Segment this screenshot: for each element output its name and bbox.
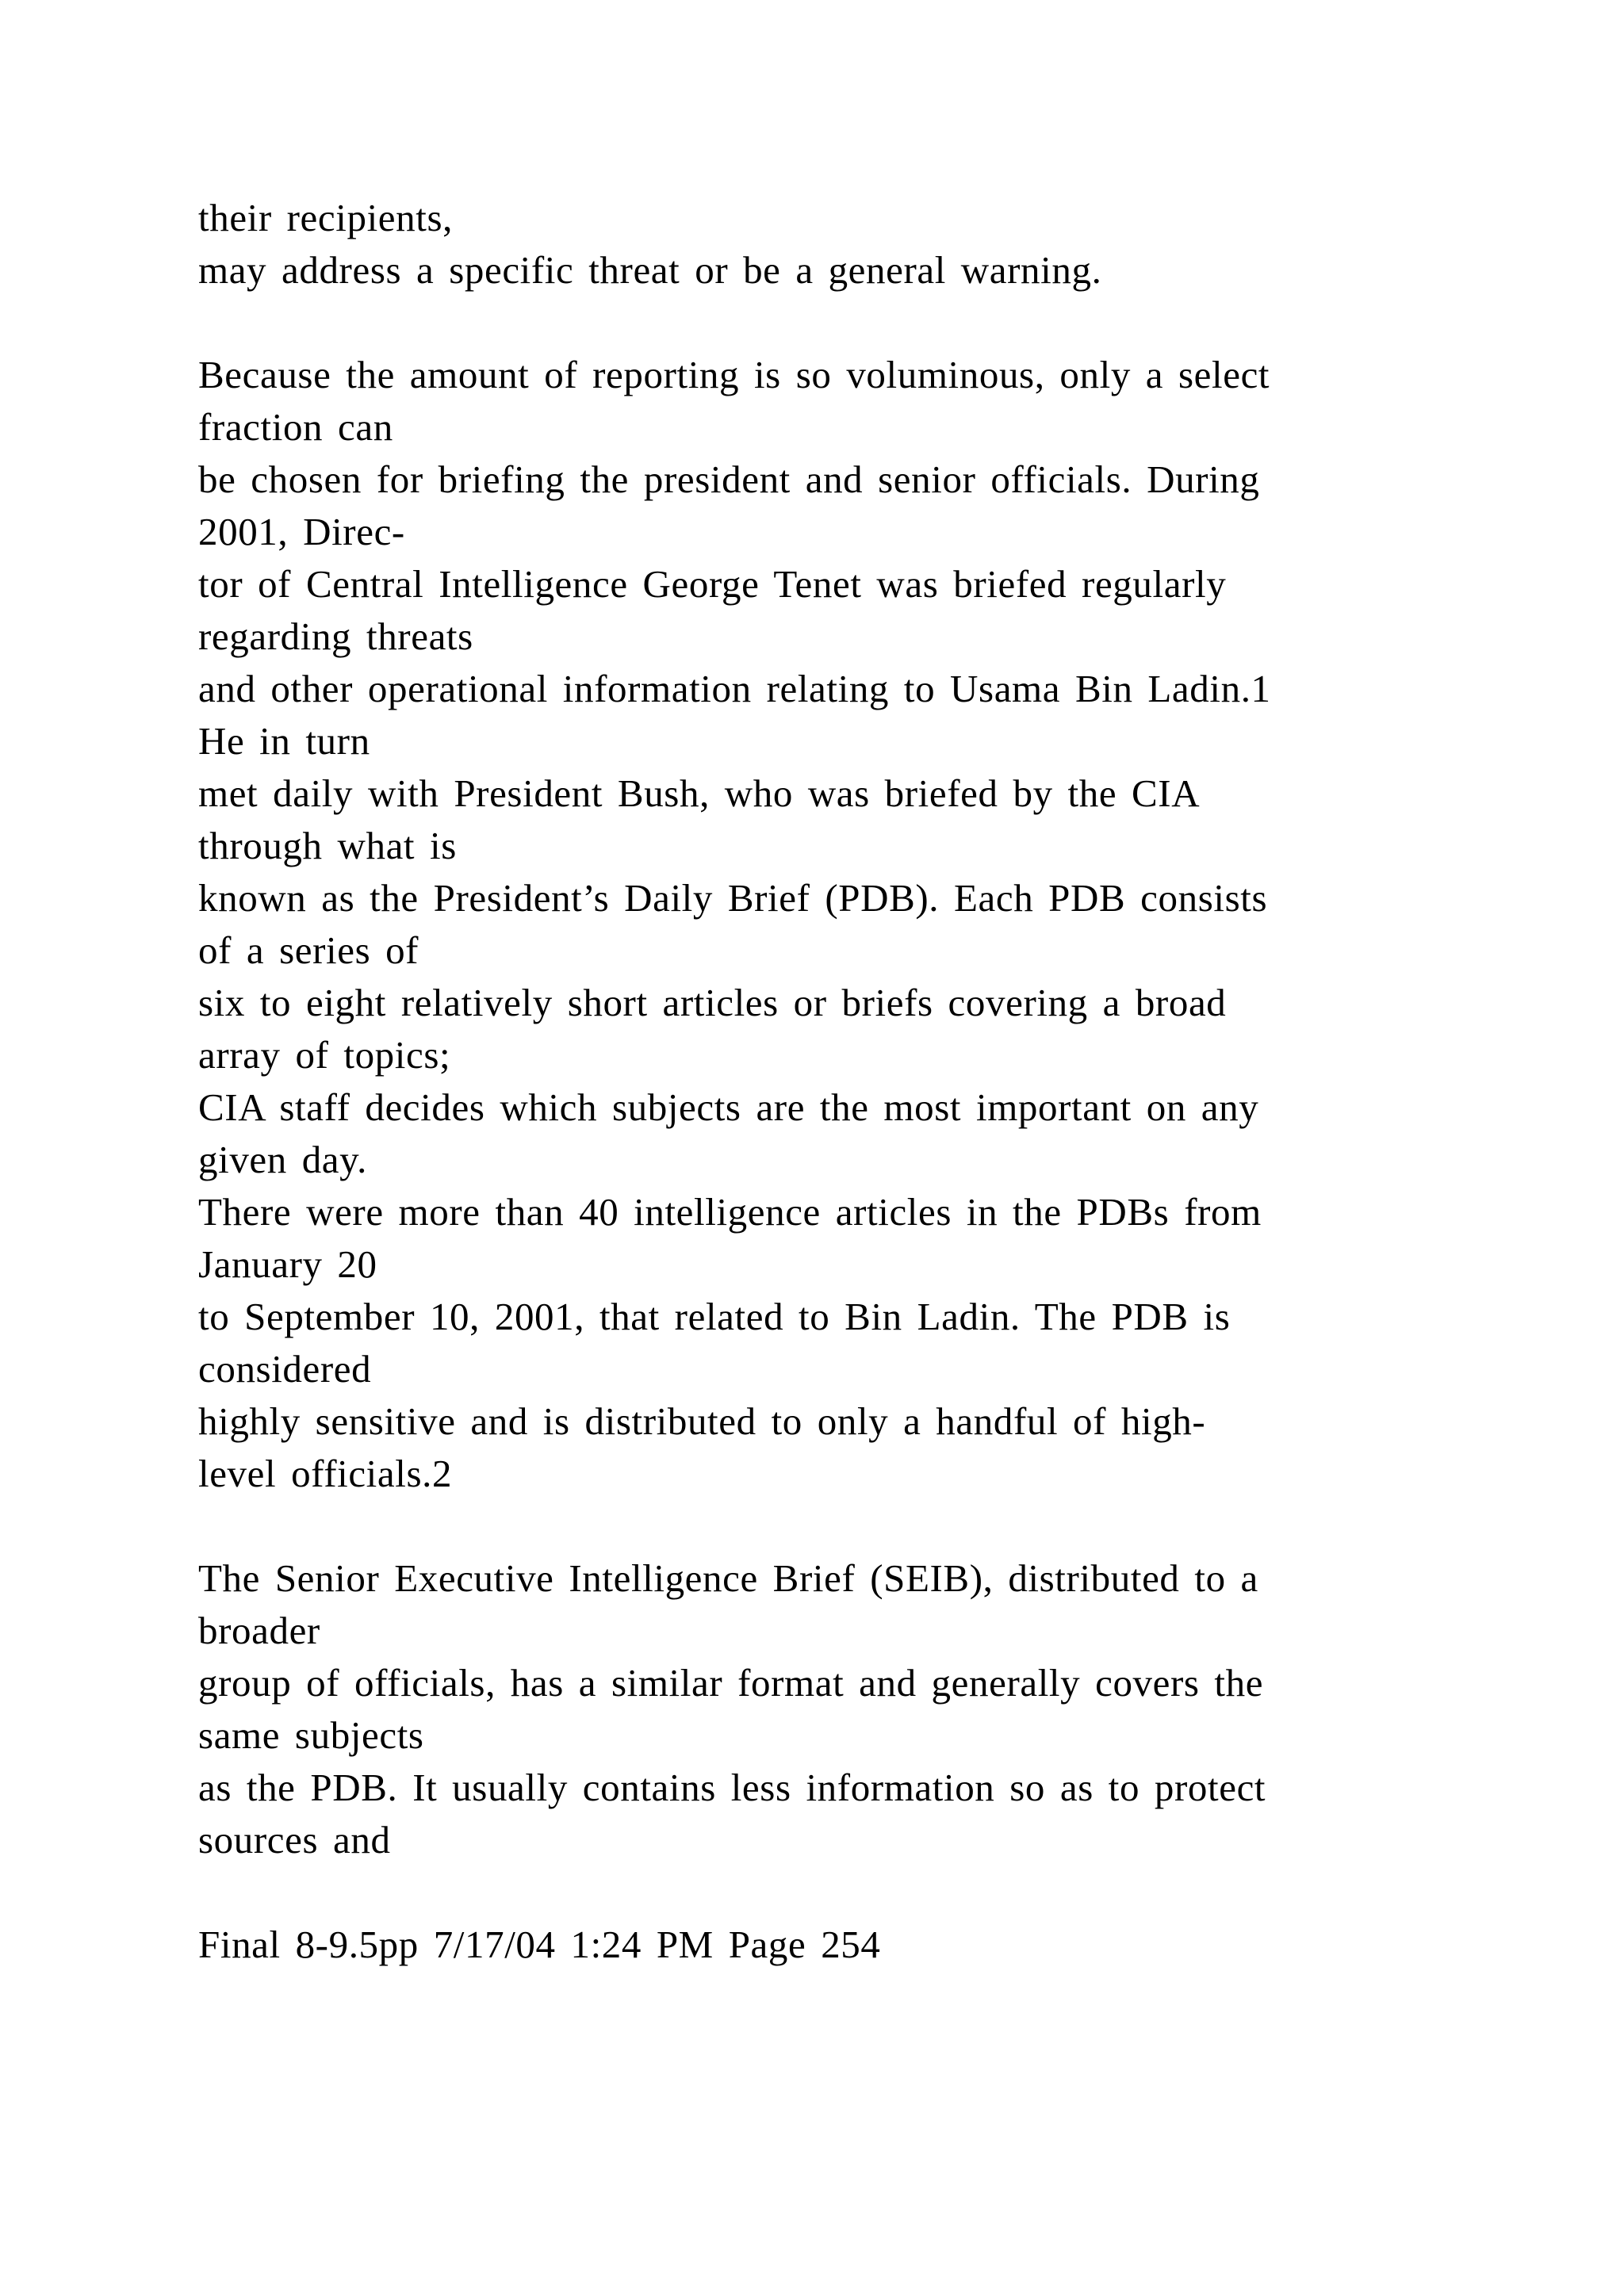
text-line: The Senior Executive Intelligence Brief (SEIB), distributed to a (198, 1556, 1258, 1600)
text-line: six to eight relatively short articles or briefs covering a broad (198, 981, 1227, 1024)
text-line: to September 10, 2001, that related to Bin Ladin. The PDB is (198, 1295, 1231, 1338)
text-line: 2001, Direc- (198, 510, 405, 553)
text-line: highly sensitive and is distributed to only a handful of high- (198, 1399, 1206, 1443)
text-line: known as the President’s Daily Brief (PDB). Each PDB consists (198, 876, 1268, 920)
text-line: regarding threats (198, 614, 473, 658)
text-line: broader (198, 1609, 320, 1652)
text-line: given day. (198, 1138, 367, 1181)
text-line: met daily with President Bush, who was briefed by the CIA (198, 771, 1201, 815)
text-line: be chosen for briefing the president and senior officials. During (198, 457, 1260, 501)
paragraph-break (198, 1500, 1435, 1552)
text-line: considered (198, 1347, 372, 1391)
text-line: There were more than 40 intelligence articles in the PDBs from (198, 1190, 1262, 1234)
text-line: and other operational information relating to Usama Bin Ladin.1 (198, 667, 1271, 710)
text-line: as the PDB. It usually contains less information so as to protect (198, 1766, 1266, 1809)
paragraph-break (198, 1866, 1435, 1919)
text-line: of a series of (198, 928, 419, 972)
text-line: fraction can (198, 405, 393, 449)
text-line: group of officials, has a similar format and generally covers the (198, 1661, 1264, 1705)
text-line: may address a specific threat or be a general warning. (198, 248, 1102, 292)
page-footer: Final 8-9.5pp 7/17/04 1:24 PM Page 254 (198, 1923, 881, 1966)
document-text (198, 192, 1435, 1971)
text-line: same subjects (198, 1713, 424, 1757)
paragraph-break (198, 297, 1435, 349)
text-line: tor of Central Intelligence George Tenet was briefed regularly (198, 562, 1227, 606)
text-line: Because the amount of reporting is so voluminous, only a select (198, 353, 1270, 396)
text-line: their recipients, (198, 196, 453, 239)
text-line: CIA staff decides which subjects are the most important on any (198, 1085, 1259, 1129)
text-line: He in turn (198, 719, 370, 763)
text-line: January 20 (198, 1242, 377, 1286)
text-line: array of topics; (198, 1033, 451, 1077)
text-line: sources and (198, 1818, 391, 1862)
text-line: level officials.2 (198, 1452, 453, 1495)
text-line: through what is (198, 824, 457, 867)
